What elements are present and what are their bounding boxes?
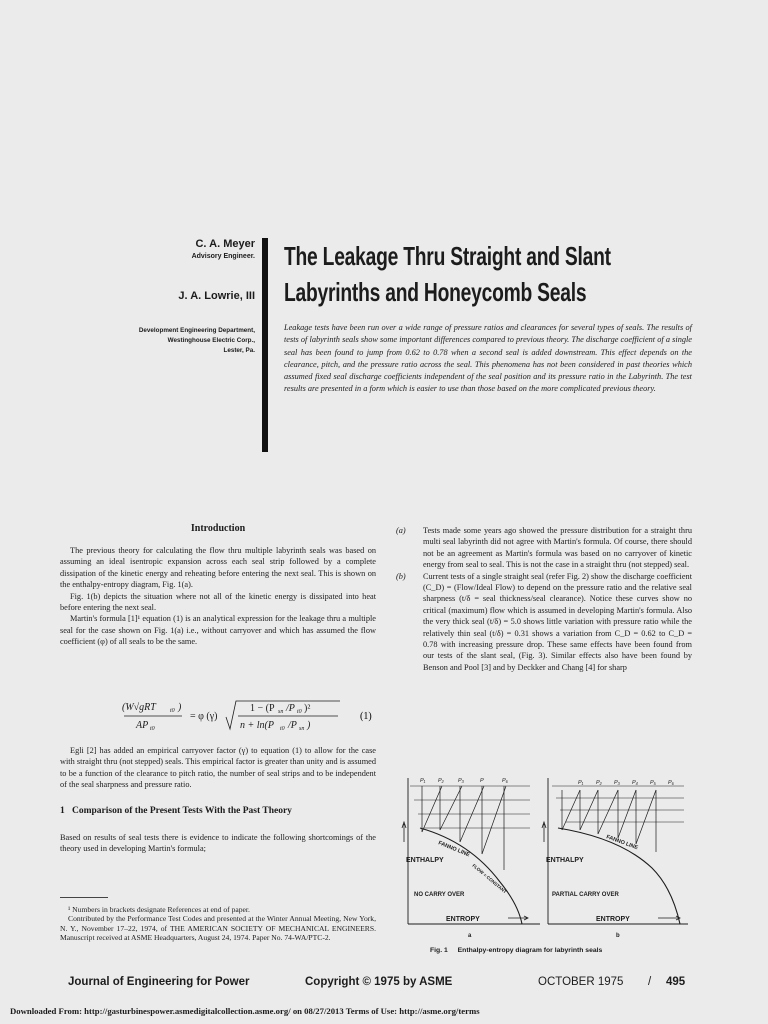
- intro-text-continued: [60, 745, 376, 791]
- separator: /: [648, 976, 652, 988]
- svg-text:t0: t0: [297, 709, 302, 715]
- author-role: Advisory Engineer.: [191, 253, 255, 260]
- section-title: Comparison of the Present Tests With the Past Theory: [72, 806, 292, 816]
- pressure-label: P₁: [578, 780, 584, 786]
- title-rule: [262, 238, 268, 452]
- pressure-label: P₁: [420, 778, 426, 784]
- ylabel-b: ENTHALPY: [546, 857, 584, 864]
- pressure-label: P₂: [438, 778, 444, 784]
- svg-text:t0: t0: [170, 708, 175, 714]
- footnotes: [60, 905, 376, 943]
- paper-title: [284, 238, 728, 310]
- affiliation: [60, 326, 255, 355]
- equation-1: [120, 697, 380, 735]
- ylabel-a: ENTHALPY: [406, 857, 444, 864]
- equation-number: (1): [360, 711, 372, 722]
- panel-label-a: a: [468, 933, 472, 939]
- download-notice: Downloaded From: http://gasturbinespower.asmedigitalcollection.asme.org/ on 08/27/2013 Terms of Use: http://asme.org/terms: [10, 1006, 480, 1016]
- author-name: C. A. Meyer: [195, 238, 255, 250]
- paragraph: Egli [2] has added an empirical carryover factor (γ) to equation (1) to allow for the case with straight thru (not stepped) seals. This empirical factor is greater than unity and is assumed to be a function of the clearance to pitch ratio, the number of seal strips and to be independent of the seal sharpness and pressure ratio.: [60, 746, 376, 790]
- svg-text:): ): [307, 720, 311, 731]
- section-number: 1: [60, 806, 65, 816]
- xlabel-b: ENTROPY: [596, 916, 630, 923]
- svg-text:1 − (P: 1 − (P: [250, 703, 275, 714]
- section-1-text: [60, 832, 376, 855]
- partial-carry-over-label: PARTIAL CARRY OVER: [552, 892, 619, 898]
- affiliation-line: Westinghouse Electric Corp.,: [167, 336, 255, 344]
- list-item: [396, 571, 692, 674]
- pressure-label: P₅: [650, 780, 656, 786]
- issue-date: OCTOBER 1975: [538, 976, 624, 988]
- svg-text:= φ (γ): = φ (γ): [190, 711, 218, 722]
- paragraph: Fig. 1(b) depicts the situation where not all of the kinetic energy is dissipated into heat before entering the next seal.: [60, 591, 376, 613]
- svg-text:AP: AP: [136, 720, 149, 731]
- abstract: Leakage tests have been run over a wide range of pressure ratios and clearances for several types of seals. The results of tests of labyrinth seals show some important differences compared to previous theory. The discharge coefficient of a single seal has been found to jump from 0.62 to 0.78 when a second seal is added downstream. This effect depends on the clearance, pitch, and the pressure ratio across the seal. This phenomena has not been considered in past theories which assumed fixed seal discharge coefficients independent of the seal position and its pressure ratio in the Labyrinth. The test results are presented in a form which is easier to use than those based on the more complicated previous theory.: [284, 323, 692, 394]
- svg-text:sn: sn: [299, 726, 305, 732]
- pressure-label: P: [480, 778, 484, 784]
- author-1: [60, 238, 255, 260]
- paragraph: Martin's formula [1]¹ equation (1) is an analytical expression for the leakage thru a multiple seal for the case shown on Fig. 1(a) i.e., without carryover and which has assumed the flow coefficient (φ) of all seals to be the same.: [60, 614, 376, 647]
- pressure-label: P₃: [614, 780, 620, 786]
- paragraph: The previous theory for calculating the flow thru multiple labyrinth seals was based on assuming an ideal isentropic expansion across each seal strip followed by a complete dissipation of the kinetic energy and reheating before entering the next seal. This is shown on the enthalpy-entropy diagram, Fig. 1(a).: [60, 546, 376, 590]
- svg-text:/P: /P: [288, 720, 297, 731]
- caption-text: Enthalpy-entropy diagram for labyrinth seals: [457, 947, 603, 954]
- svg-text:): ): [178, 702, 182, 713]
- svg-text:t0: t0: [150, 726, 155, 732]
- author-name: J. A. Lowrie, III: [178, 290, 255, 302]
- panel-label-b: b: [616, 933, 620, 939]
- intro-text: [60, 545, 376, 648]
- flow-constant-label: FLOW = CONSTANT: [471, 862, 508, 895]
- item-label: (a): [396, 526, 406, 535]
- svg-text:/P: /P: [286, 703, 295, 714]
- introduction-heading: Introduction: [190, 523, 246, 534]
- pressure-label: P₃: [458, 778, 464, 784]
- journal-name: Journal of Engineering for Power: [68, 976, 250, 988]
- fanno-line-label-b: FANNO LINE: [605, 834, 639, 852]
- svg-text:t0: t0: [280, 726, 285, 732]
- footnote: Contributed by the Performance Test Codes and presented at the Winter Annual Meeting, New York, N. Y., November 17–22, 1974, of THE AMERICAN SOCIETY OF MECHANICAL ENGINEERS. Manuscript received at ASME Headquarters, August 24, 1974. Paper No. 74-WA/PTC-2.: [60, 914, 376, 943]
- page-number: 495: [666, 976, 686, 988]
- list-item: [396, 525, 692, 571]
- svg-text:)²: )²: [304, 703, 311, 714]
- pressure-label: P₂: [596, 780, 602, 786]
- paragraph: Based on results of seal tests there is evidence to indicate the following shortcomings of the theory used in developing Martin's formula;: [60, 833, 376, 854]
- no-carry-over-label: NO CARRY OVER: [414, 892, 465, 898]
- affiliation-line: Lester, Pa.: [223, 346, 255, 354]
- svg-text:(W√gRT: (W√gRT: [122, 702, 156, 713]
- caption-label: Fig. 1: [430, 947, 448, 954]
- item-text: Current tests of a single straight seal (refer Fig. 2) show the discharge coefficient (C_D) = (Flow/Ideal Flow) to depend on the pressure ratio and the relative seal sharpness (t/δ = seal thickness/seal clearance). Notice these curves show no critical (maximum) flow which is assumed in developing Martin's formula. Also the very thick seal (t/δ) = 5.0 shows little variation with pressure ratio while the relatively thin seal (t/δ) = 0.31 shows a variation from C_D = 0.62 to C_D = 0.78 with increasing pressure drop. These same effects have been found from our tests of the slant seal, (Fig. 3). Similar effects also have been found by Benson and Pool [3] and by Deckker and Chang [4] for sharp: [423, 571, 692, 672]
- svg-text:sn: sn: [278, 709, 284, 715]
- item-label: (b): [396, 571, 406, 581]
- pressure-label: P₄: [632, 780, 638, 786]
- pressure-label: P₆: [668, 780, 674, 786]
- affiliation-line: Development Engineering Department,: [138, 327, 255, 334]
- pressure-label: P₆: [502, 778, 508, 784]
- copyright: Copyright © 1975 by ASME: [305, 976, 453, 988]
- author-2: [60, 290, 255, 302]
- right-column-text: [396, 525, 692, 673]
- item-text: Tests made some years ago showed the pressure distribution for a straight thru multi seal labyrinth did not agree with Martin's formula. Of course, there should not be an agreement as Martin's formula was based on no carryover of kinetic energy from seal to seal. This is not the case in a straight thru (not stepped) seal.: [423, 526, 692, 570]
- section-1-heading: [60, 806, 372, 817]
- fanno-line-label-a: FANNO LINE: [437, 840, 471, 859]
- xlabel-a: ENTROPY: [446, 916, 480, 923]
- footnote-rule: [60, 897, 108, 898]
- figure-1: [400, 772, 692, 942]
- footnote: ¹ Numbers in brackets designate References at end of paper.: [68, 905, 250, 914]
- svg-text:n + ln(P: n + ln(P: [240, 720, 274, 731]
- title-line: Labyrinths and Honeycomb Seals: [284, 277, 587, 307]
- figure-caption: [430, 947, 692, 954]
- title-line: The Leakage Thru Straight and Slant: [284, 241, 611, 271]
